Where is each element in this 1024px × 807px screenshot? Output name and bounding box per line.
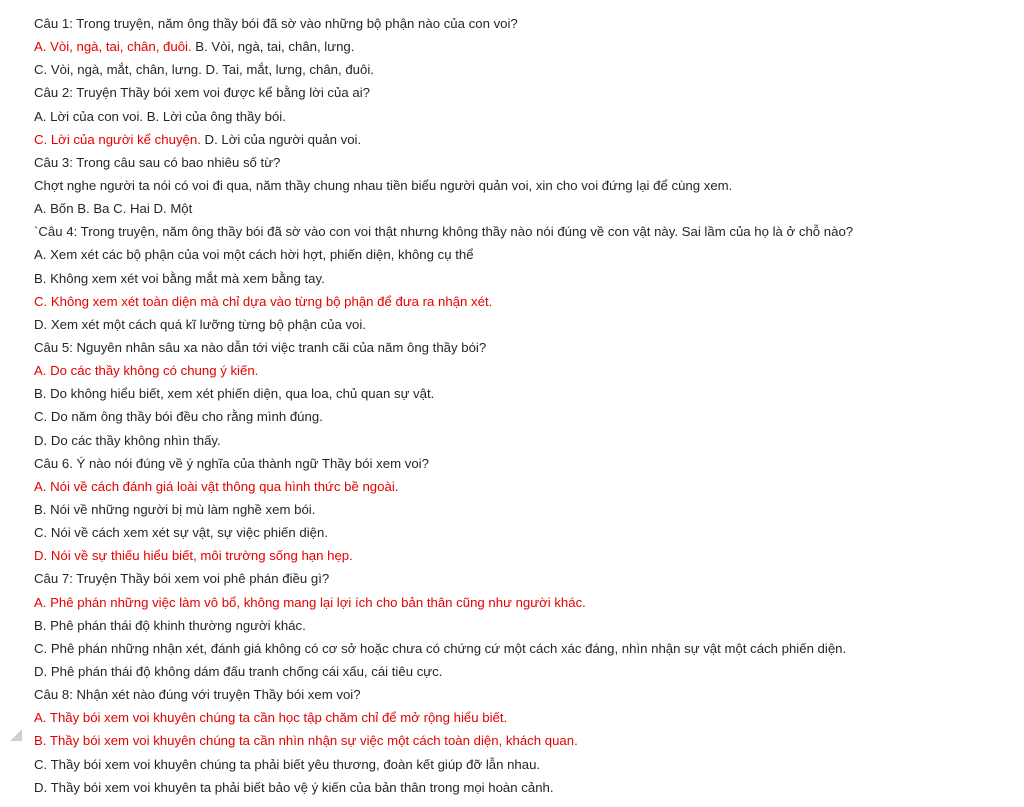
line-text: B. Nói về những người bị mù làm nghề xem bói. [34,501,316,517]
text-line [34,336,1016,359]
line-text: Câu 6. Ý nào nói đúng về ý nghĩa của thành ngữ Thầy bói xem voi? [34,455,429,471]
text-line [34,313,1016,336]
text-line [34,706,1016,729]
line-text: Câu 8: Nhận xét nào đúng với truyện Thầy bói xem voi? [34,687,361,703]
line-text: B. Không xem xét voi bằng mắt mà xem bằng tay. [34,270,325,286]
highlighted-answer: A. Nói về cách đánh giá loài vật thông qua hình thức bề ngoài. [34,478,399,494]
text-line [34,382,1016,405]
text-line [34,105,1016,128]
highlighted-answer: A. Do các thầy không có chung ý kiến. [34,363,259,379]
line-text: Câu 1: Trong truyện, năm ông thầy bói đã sờ vào những bộ phận nào của con voi? [34,16,518,31]
line-text: Câu 2: Truyện Thầy bói xem voi được kể bằng lời của ai? [34,85,370,101]
text-line [34,614,1016,637]
line-text: D. Xem xét một cách quá kĩ lưỡng từng bộ phận của voi. [34,316,366,332]
text-line [34,567,1016,590]
highlighted-answer: D. Nói về sự thiếu hiểu biết, môi trường sống hạn hẹp. [34,548,353,564]
line-text: Chợt nghe người ta nói có voi đi qua, năm thầy chung nhau tiền biểu người quản voi, xin cho voi đứng lại để cùng xem. [34,177,733,193]
line-text: A. Lời của con voi. B. Lời của ông thầy bói. [34,108,286,124]
text-line [34,220,1016,243]
line-text: D. Phê phán thái độ không dám đấu tranh chống cái xấu, cái tiêu cực. [34,663,443,679]
text-line [34,174,1016,197]
line-text: C. Thầy bói xem voi khuyên chúng ta phải biết yêu thương, đoàn kết giúp đỡ lẫn nhau. [34,756,541,772]
text-line [34,452,1016,475]
quiz-text [34,12,1016,799]
line-text: D. Thầy bói xem voi khuyên ta phải biết bảo vệ ý kiến của bản thân trong mọi hoàn cảnh. [34,779,554,795]
line-text: A. Bốn B. Ba C. Hai D. Một [34,201,193,217]
text-line [34,683,1016,706]
corner-triangle-icon [10,729,22,741]
line-text: Câu 5: Nguyên nhân sâu xa nào dẫn tới việc tranh cãi của năm ông thầy bói? [34,339,487,355]
line-text: `Câu 4: Trong truyện, năm ông thầy bói đã sờ vào con voi thật nhưng không thầy nào nói đúng về con vật này. Sai lầm của họ là ở chỗ nào? [34,224,854,240]
text-line [34,12,1016,35]
text-line [34,267,1016,290]
highlighted-answer: A. Phê phán những việc làm vô bổ, không mang lại lợi ích cho bản thân cũng như người khác. [34,594,586,610]
text-line [34,544,1016,567]
highlighted-answer: A. Vòi, ngà, tai, chân, đuôi. [34,39,192,55]
line-text: B. Vòi, ngà, tai, chân, lưng. [191,39,355,55]
line-text: C. Phê phán những nhận xét, đánh giá không có cơ sở hoặc chưa có chứng cứ một cách xác đáng, nhìn nhận sự vật một cách phiến diện. [34,640,847,656]
line-text: B. Do không hiểu biết, xem xét phiến diện, qua loa, chủ quan sự vật. [34,386,435,402]
highlighted-answer: C. Không xem xét toàn diện mà chỉ dựa vào từng bộ phận để đưa ra nhận xét. [34,293,493,309]
line-text: C. Nói về cách xem xét sự vật, sự việc phiến diện. [34,525,328,541]
text-line [34,405,1016,428]
text-line [34,475,1016,498]
text-line [34,753,1016,776]
line-text: D. Lời của người quản voi. [200,131,362,147]
text-line [34,637,1016,660]
text-line [34,243,1016,266]
line-text: D. Do các thầy không nhìn thấy. [34,432,221,448]
text-line [34,81,1016,104]
text-line [34,151,1016,174]
text-line [34,128,1016,151]
text-line [34,591,1016,614]
line-text: A. Xem xét các bộ phận của voi một cách hời hợt, phiến diện, không cụ thể [34,247,474,263]
highlighted-answer: B. Thầy bói xem voi khuyên chúng ta cần nhìn nhận sự việc một cách toàn diện, khách quan. [34,733,578,749]
text-line [34,58,1016,81]
text-line [34,660,1016,683]
highlighted-answer: C. Lời của người kể chuyện. [34,131,201,147]
text-line [34,197,1016,220]
text-line [34,729,1016,752]
line-text: Câu 7: Truyện Thầy bói xem voi phê phán điều gì? [34,571,330,587]
text-line [34,290,1016,313]
text-line [34,429,1016,452]
text-line [34,521,1016,544]
text-line [34,35,1016,58]
text-line [34,359,1016,382]
highlighted-answer: A. Thầy bói xem voi khuyên chúng ta cần học tập chăm chỉ để mở rộng hiểu biết. [34,710,508,726]
line-text: C. Do năm ông thầy bói đều cho rằng mình đúng. [34,409,323,425]
line-text: C. Vòi, ngà, mắt, chân, lưng. D. Tai, mắt, lưng, chân, đuôi. [34,62,374,78]
text-line [34,498,1016,521]
line-text: Câu 3: Trong câu sau có bao nhiêu số từ? [34,154,281,170]
line-text: B. Phê phán thái độ khinh thường người khác. [34,617,306,633]
text-line [34,776,1016,799]
